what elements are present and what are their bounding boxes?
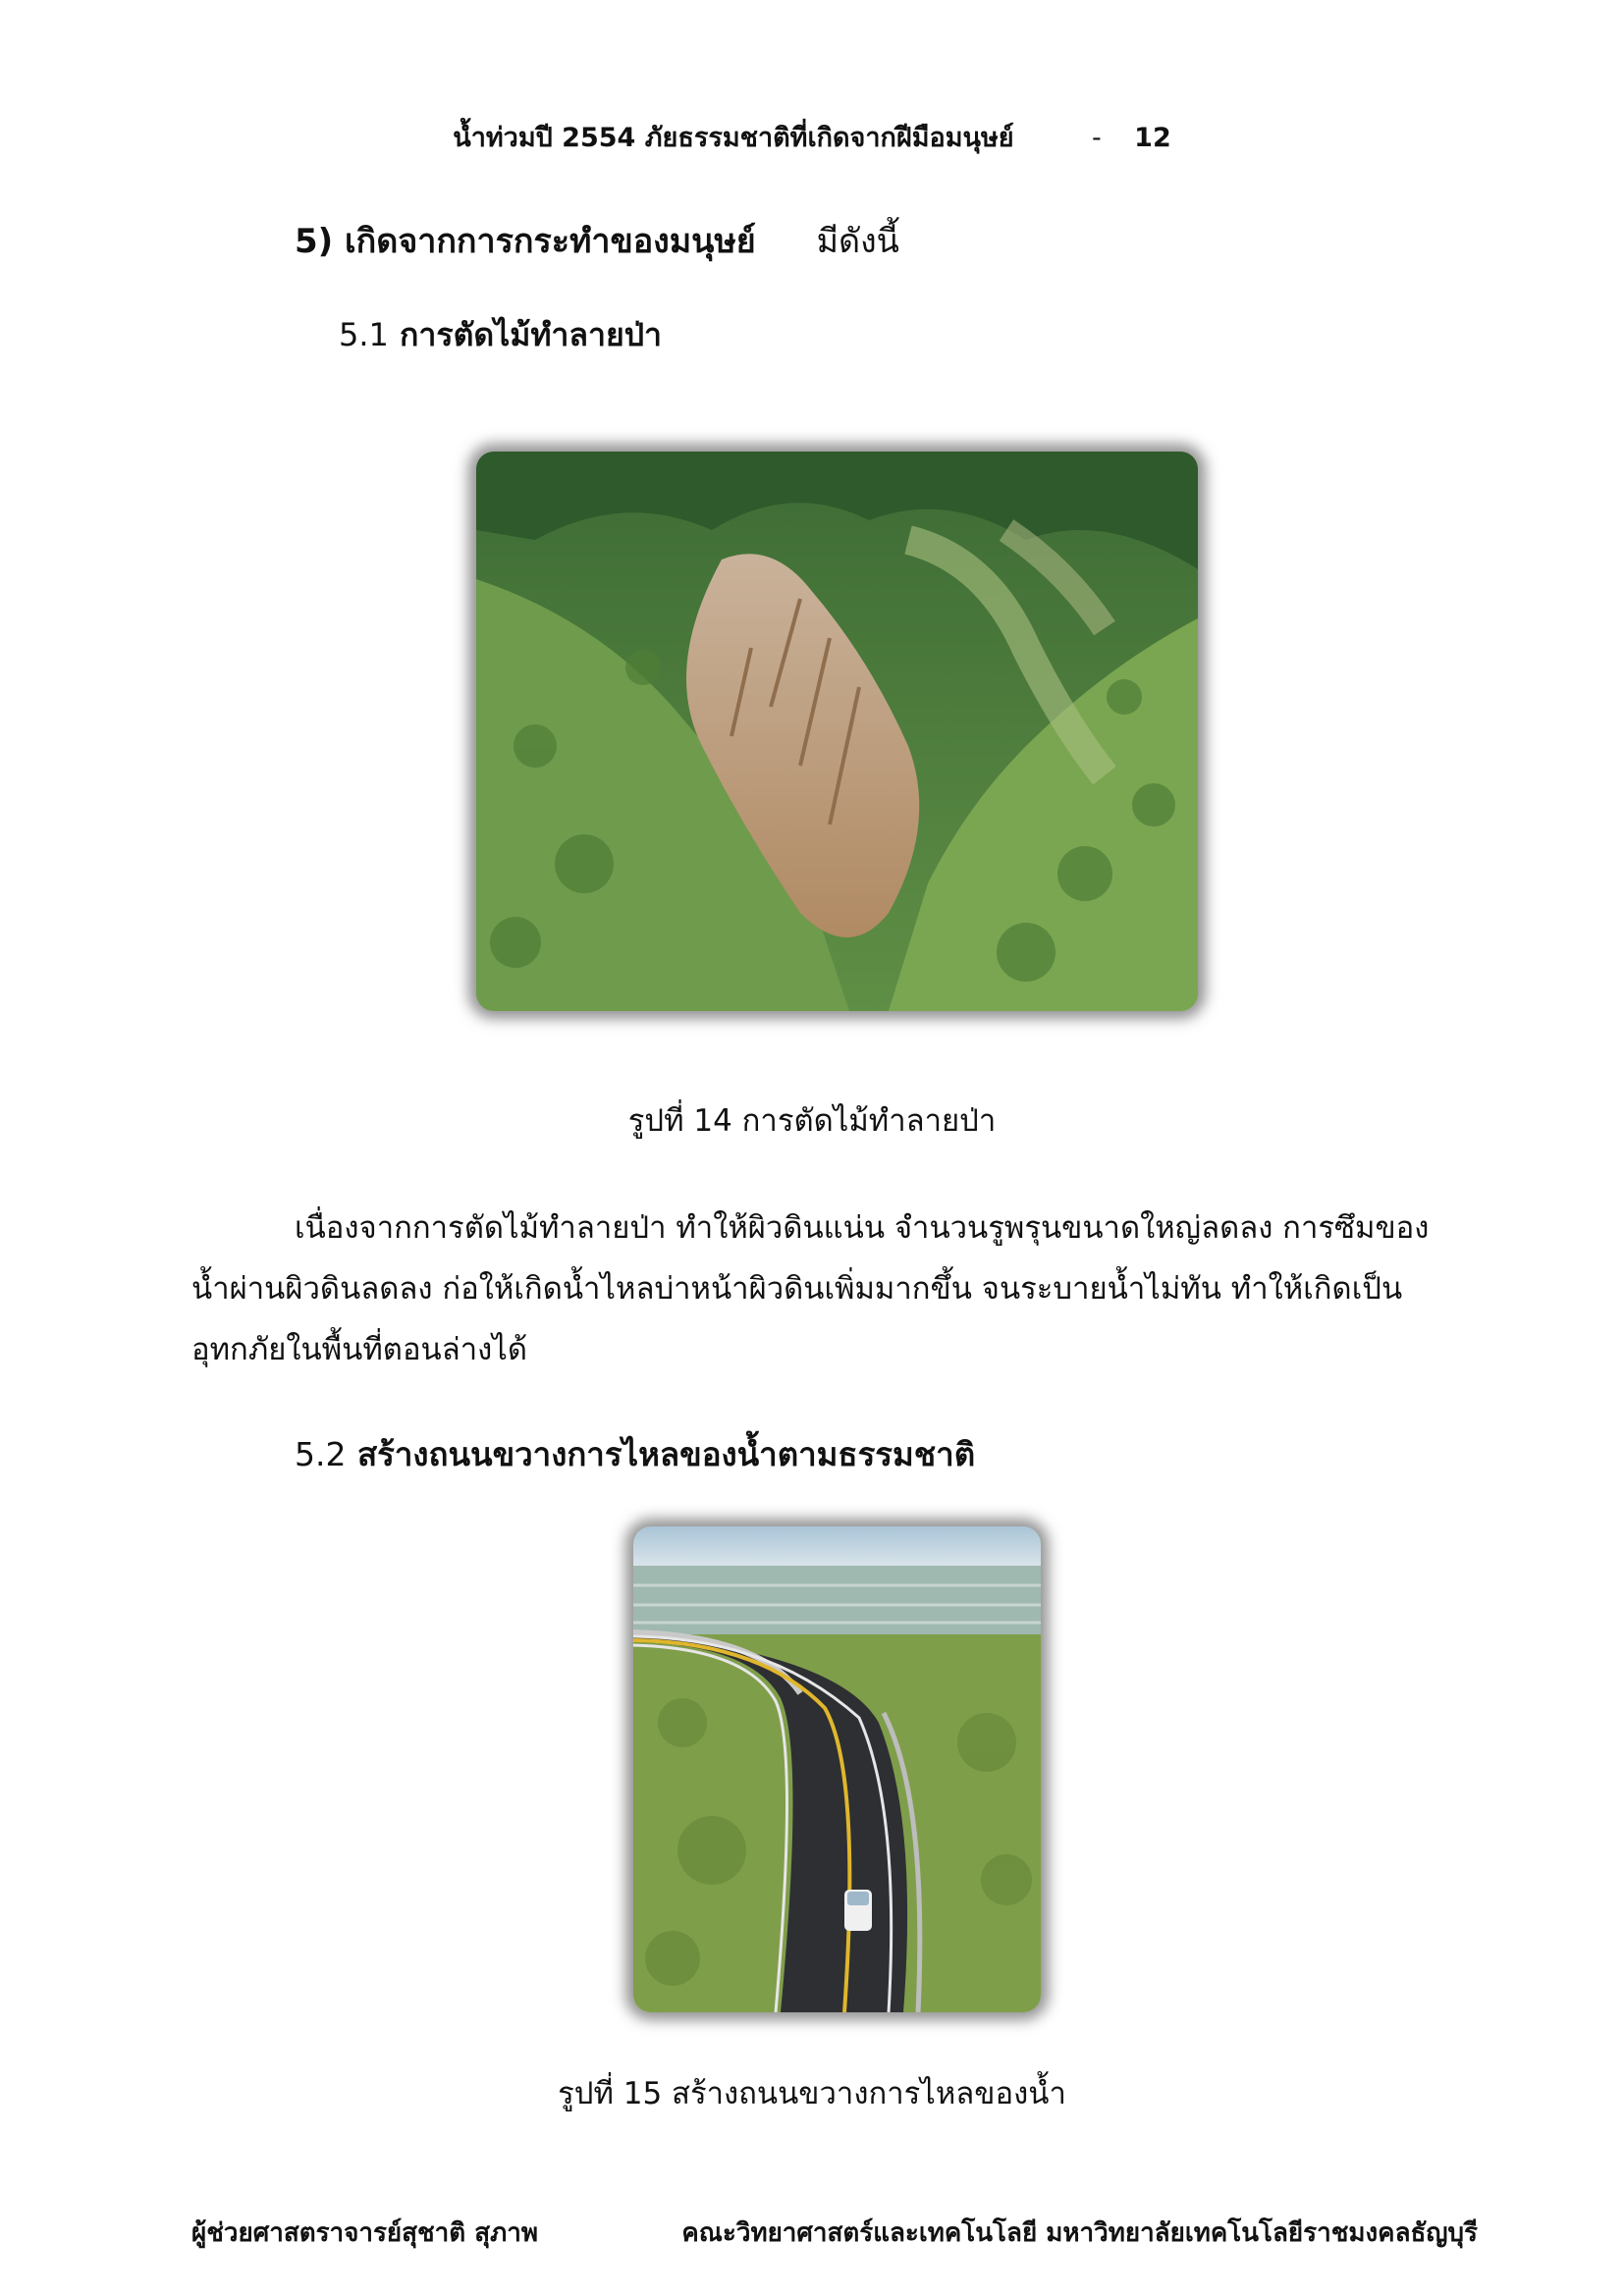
section-5-title: 5) เกิดจากการกระทำของมนุษย์	[295, 222, 756, 261]
paragraph-line-2: น้ำผ่านผิวดินลดลง ก่อให้เกิดน้ำไหลบ่าหน้าผิวดินเพิ่มมากขึ้น จนระบายน้ำไม่ทัน ทำให้เกิดเป็น	[191, 1271, 1403, 1307]
page-footer	[191, 2213, 1478, 2253]
body-paragraph	[191, 1198, 1478, 1380]
figure-14-caption: รูปที่ 14 การตัดไม้ทำลายป่า	[627, 1103, 997, 1139]
section-5-2-number: 5.2	[295, 1435, 347, 1473]
section-5-2-heading	[295, 1428, 975, 1480]
section-5-1-number: 5.1	[339, 316, 389, 353]
page-number: 12	[1134, 123, 1171, 153]
section-5-1-title: การตัดไม้ทำลายป่า	[400, 316, 662, 353]
header-title: น้ำท่วมปี 2554 ภัยธรรมชาติที่เกิดจากฝีมือมนุษย์	[453, 123, 1014, 153]
footer-institution: คณะวิทยาศาสตร์และเทคโนโลยี มหาวิทยาลัยเทคโนโลยีราชมงคลธัญบุรี	[681, 2218, 1478, 2248]
section-5-2-title: สร้างถนนขวางการไหลของน้ำตามธรรมชาติ	[356, 1435, 976, 1473]
section-5-heading	[295, 214, 899, 267]
paragraph-line-1: เนื่องจากการตัดไม้ทำลายป่า ทำให้ผิวดินแน่น จำนวนรูพรุนขนาดใหญ่ลดลง การซึมของ	[295, 1210, 1430, 1246]
section-5-1-heading	[339, 310, 662, 360]
paragraph-line-3: อุทกภัยในพื้นที่ตอนล่างได้	[191, 1332, 528, 1367]
header-separator: -	[1092, 123, 1102, 153]
road-photo	[633, 1526, 1041, 2012]
deforestation-photo	[476, 452, 1198, 1011]
figure-15-caption: รูปที่ 15 สร้างถนนขวางการไหลของน้ำ	[558, 2076, 1066, 2111]
section-5-subtitle: มีดังนี้	[816, 222, 899, 261]
page-header	[0, 116, 1624, 158]
footer-author: ผู้ช่วยศาสตราจารย์สุชาติ สุภาพ	[191, 2218, 538, 2248]
